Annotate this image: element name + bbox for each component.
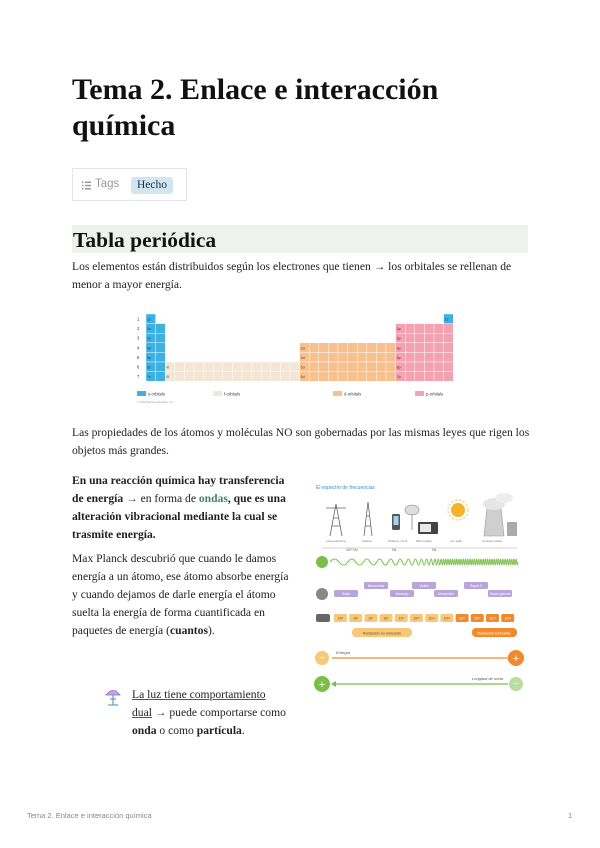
frequency-values [316,614,514,622]
wavelength-label: Longitud de onda [472,676,503,681]
energy-label: Energía [336,650,351,655]
freq-value: 10²⁰ [489,616,496,621]
phone-icon [392,514,400,530]
freq-value: 10⁸ [398,616,404,621]
band-label: Radio [341,592,351,596]
freq-value: 10⁰ [337,616,344,621]
d-label: 6d [300,375,305,380]
d-cell [348,362,358,372]
s-cell [156,343,166,353]
p-label: 6p [396,365,401,370]
d-cell [309,352,319,362]
source-label: Teléfono móvil [388,539,408,543]
energy-transfer-mid: → en forma de [123,492,199,505]
d-cell [338,362,348,372]
f-cell [242,372,252,382]
p-label: 3p [396,336,401,341]
p-label: 2p [396,327,401,332]
s-label: 5s [147,355,151,360]
band-label: Rayos gamma [489,592,511,596]
d-cell [367,343,377,353]
f-cell [232,372,242,382]
row-number: 3 [137,335,140,341]
band-badge [316,588,328,600]
f-cell [204,362,214,372]
s-label: 6s [147,365,151,370]
s-label: 4s [147,346,151,351]
f-cell [223,362,233,372]
f-label: 4f [166,365,170,370]
d-cell [386,372,396,382]
band-label: Ultravioleta [438,592,454,596]
d-cell [328,343,338,353]
freq-value: 10¹⁰ [413,616,420,621]
d-cell [357,362,367,372]
p-cell [415,343,425,353]
p-cell [424,343,434,353]
tags-label: Tags [95,178,120,190]
band-label: Rayos X [469,584,483,588]
d-cell [357,352,367,362]
d-cell [309,372,319,382]
d-cell [357,343,367,353]
particula-text: partícula [196,724,242,737]
freq-value: 10¹⁸ [474,616,481,621]
d-cell [319,372,329,382]
footer-title: Tema 2. Enlace e interacción química [27,811,152,820]
legend-label: d-orbitals [344,391,362,397]
d-cell [319,362,329,372]
page-title: Tema 2. Enlace e interacción química [72,73,439,142]
d-cell [348,372,358,382]
freq-value: 10¹⁴ [443,616,451,621]
power-line-icon [326,504,346,536]
d-cell [338,343,348,353]
d-cell [319,352,329,362]
light-dual-link[interactable]: La luz tiene comportamiento dual [132,688,266,719]
p-cell [434,343,444,353]
p-cell [415,333,425,343]
p-cell [434,324,444,334]
p-cell [405,324,415,334]
d-cell [367,372,377,382]
s-cell [156,352,166,362]
p-cell [434,362,444,372]
f-cell [271,362,281,372]
d-cell [328,372,338,382]
list-icon [82,181,91,190]
d-cell [309,362,319,372]
band-label: Microondas [367,584,385,588]
d-cell [386,352,396,362]
f-cell [271,372,281,382]
paragraph-orbitals: Los elementos están distribuidos según los electrones que tienen → los orbitales se rellenan de menor a mayor energía. [72,260,512,291]
copyright-text: © 2012 Pearson Education, Inc. [137,401,174,404]
s-label: 1s [147,317,151,322]
p-cell [415,324,425,334]
p-cell [405,343,415,353]
row-number: 7 [137,374,140,380]
energy-transfer-bold2: , que es una alteración vibracional mediante la cual se trasmite energía. [72,492,286,541]
freq-value: 10²² [504,616,511,621]
tag-hecho[interactable]: Hecho [131,177,173,194]
source-label: Antena [362,539,372,543]
s-cell [156,372,166,382]
p-cell [424,372,434,382]
d-cell [348,352,358,362]
f-cell [290,362,300,372]
row-number: 5 [137,354,140,360]
legend-swatch [137,391,146,396]
section-heading: Tabla periódica [72,225,528,253]
legend-label: f-orbitals [224,391,241,397]
f-cell [175,372,185,382]
f-cell [252,362,262,372]
periodic-table-figure [135,310,475,410]
p-cell [444,352,454,362]
energy-transfer-bold: En una reacción química hay transferencia de energía [72,474,285,505]
ondas-text: ondas [198,492,228,505]
s-cell [156,324,166,334]
d-cell [376,343,386,353]
svg-text:−: − [319,653,325,664]
f-cell [213,372,223,382]
d-cell [338,372,348,382]
satellite-dish-icon [405,505,419,530]
ionizing-label: Radiación ionizante [477,631,511,636]
d-cell [386,343,396,353]
periodic-table-grid [137,314,453,396]
f-cell [261,362,271,372]
f-cell [280,362,290,372]
spectrum-title: El espectro de frecuencias [316,485,375,491]
source-label: Microondas [416,539,432,543]
paragraph-properties: Las propiedades de los átomos y moléculas NO son gobernadas por las mismas leyes que rigen los objetos más grandes. [72,426,530,457]
svg-text:+: + [512,653,520,665]
legend-label: s-orbitals [148,391,165,397]
f-cell [242,362,252,372]
svg-text:−: − [513,679,519,690]
p-cell [434,352,444,362]
d-cell [328,352,338,362]
p-cell [444,324,454,334]
p-cell [424,333,434,343]
f-label: 5f [166,375,170,380]
source-label: Luz solar [450,539,463,543]
planck-text: Max Planck descubrió que cuando le damos energía a un átomo, ese átomo absorbe energía y cuando dejamos de darle energía el átomo suelta la energía de forma cuantificada en paquetes de energía ( [72,552,289,637]
d-label: 5d [300,365,305,370]
row-number: 2 [137,326,140,332]
p-cell [405,352,415,362]
s-label: 3s [147,336,151,341]
d-cell [376,352,386,362]
lamp-icon [102,686,124,708]
nuclear-plant-icon [483,493,517,536]
p-cell [444,343,454,353]
s-cell [156,333,166,343]
p-cell [415,352,425,362]
d-cell [367,352,377,362]
f-cell [194,362,204,372]
f-cell [184,362,194,372]
sun-icon [448,500,468,520]
page-number: 1 [568,811,573,820]
he-label: 1s [444,317,449,322]
f-cell [213,362,223,372]
freq-value: 10⁴ [368,616,374,621]
freq-value: 10² [353,616,359,621]
frequency-spectrum-figure [312,478,532,698]
onda-text: onda [132,724,157,737]
p-cell [405,362,415,372]
legend-swatch [415,391,424,396]
f-cell [223,372,233,382]
d-cell [319,343,329,353]
paragraph-energy-transfer [72,472,292,544]
d-cell [376,372,386,382]
s-label: 7s [147,375,151,380]
p-cell [415,362,425,372]
row-number: 1 [137,316,140,322]
callout-mid2: o como [156,724,197,737]
p-cell [434,333,444,343]
freq-marker: Hz [392,548,397,552]
freq-marker: Hz [432,548,437,552]
row-number: 6 [137,364,140,370]
band-boxes [334,582,512,597]
s-cell [156,362,166,372]
p-cell [405,333,415,343]
f-cell [194,372,204,382]
d-cell [338,352,348,362]
f-cell [290,372,300,382]
d-label: 3d [300,346,305,351]
planck-end: ). [207,624,215,637]
properties-tags[interactable] [72,168,187,201]
d-cell [309,343,319,353]
d-cell [367,362,377,372]
non-ionizing-label: Radiación no ionizante [362,631,402,636]
antenna-icon [364,502,372,536]
p-cell [405,372,415,382]
callout-mid: → puede comportarse como [151,706,286,719]
f-cell [232,362,242,372]
band-label: Infrarrojo [395,592,409,596]
source-label: Central nuclear [482,539,503,543]
cuantos-text: cuantos [169,624,208,637]
p-label: 4p [396,346,401,351]
p-cell [434,372,444,382]
p-label: 7p [396,375,401,380]
freq-marker: 10¹⁰ Hz [346,548,358,552]
legend-swatch [213,391,222,396]
paragraph-planck [72,550,292,640]
legend-label: p-orbitals [426,391,444,397]
d-label: 4d [300,355,305,360]
band-label: Visible [419,584,429,588]
p-cell [424,324,434,334]
svg-text:+: + [318,679,326,691]
d-cell [357,372,367,382]
p-cell [444,333,454,343]
f-cell [261,372,271,382]
d-cell [328,362,338,372]
d-cell [386,362,396,372]
f-cell [175,362,185,372]
freq-value: 10¹⁶ [458,616,466,621]
d-cell [376,362,386,372]
microwave-icon [418,522,438,534]
s-label: 2s [147,327,151,332]
p-cell [424,352,434,362]
source-label: Línea eléctrica [326,539,346,543]
hz-badge [316,614,330,622]
p-label: 5p [396,355,401,360]
p-cell [415,372,425,382]
f-cell [252,372,262,382]
freq-value: 10¹² [428,616,435,621]
f-cell [280,372,290,382]
row-number: 4 [137,345,140,351]
p-cell [444,372,454,382]
p-cell [424,362,434,372]
freq-value: 10⁶ [383,616,389,621]
callout-end: . [241,724,245,737]
d-cell [348,343,358,353]
legend-swatch [333,391,342,396]
f-cell [204,372,214,382]
p-cell [444,362,454,372]
f-cell [184,372,194,382]
source-labels [326,539,502,543]
wave-badge [316,556,328,568]
